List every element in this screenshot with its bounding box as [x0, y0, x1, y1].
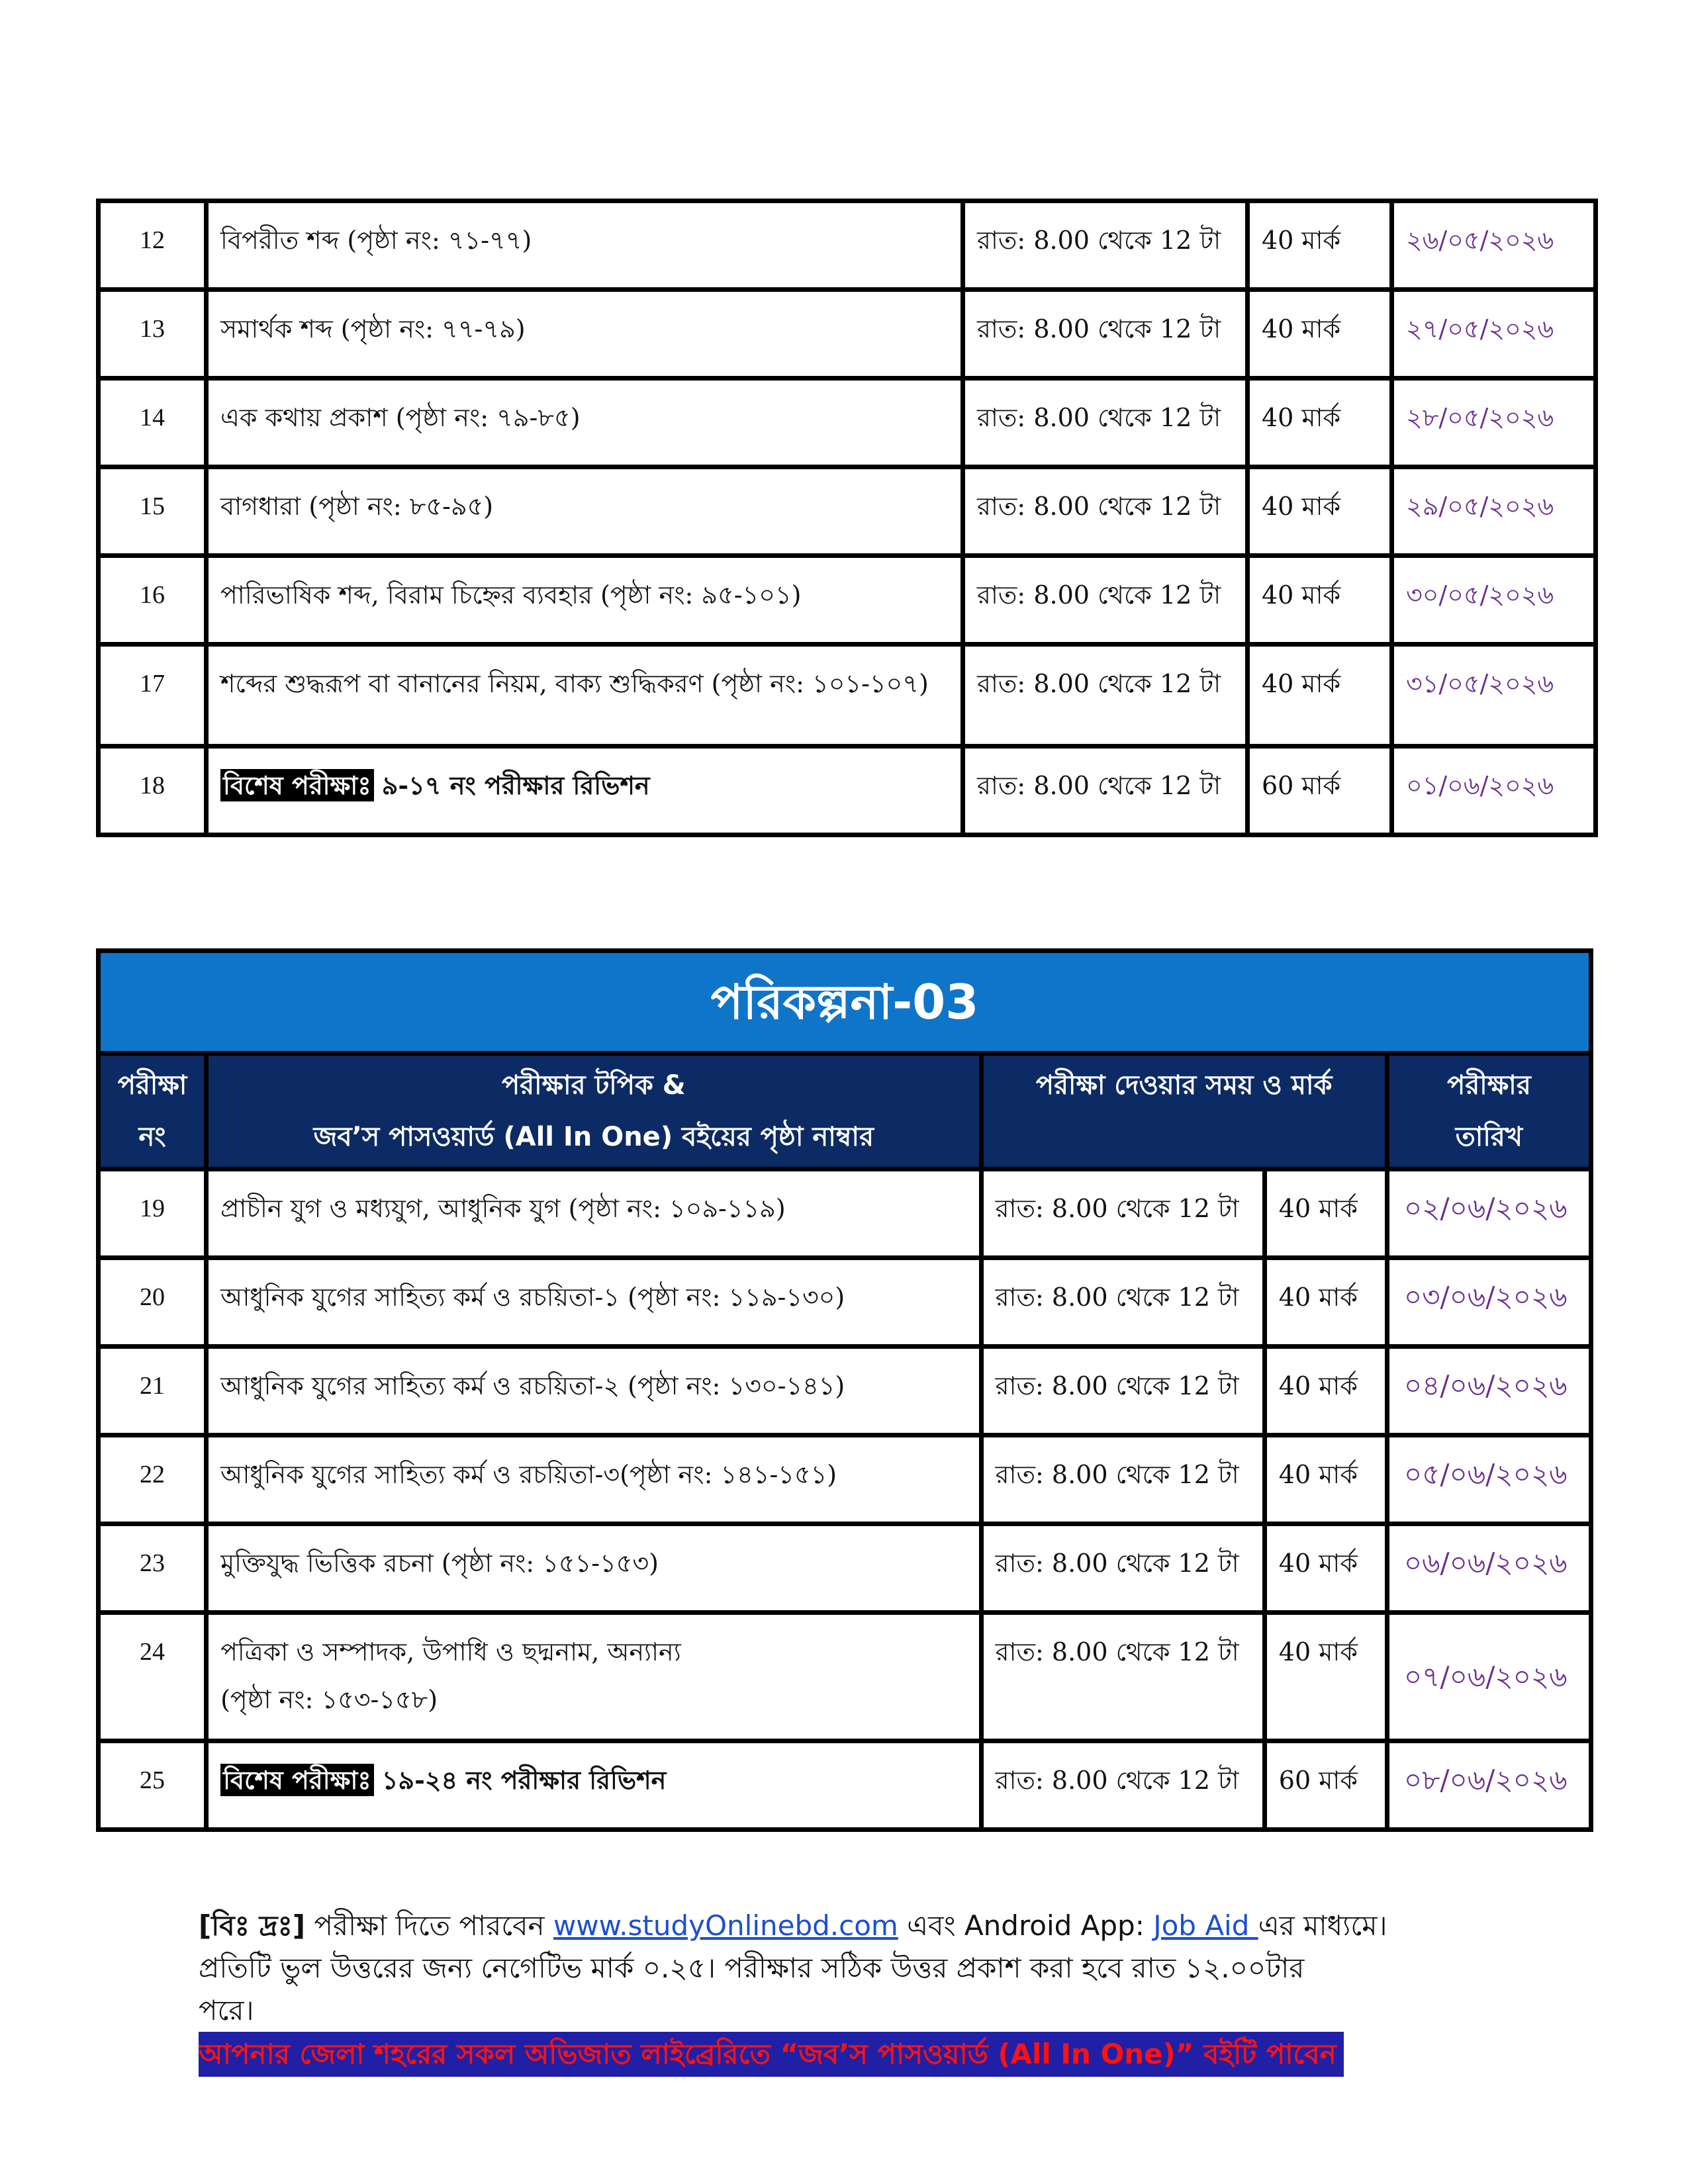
- table-row: [99, 1435, 1591, 1524]
- exam-number: 23: [99, 1524, 207, 1613]
- table-row-special: [99, 1741, 1591, 1830]
- header-text: পরীক্ষার: [1447, 1070, 1531, 1101]
- exam-mark: 40 মার্ক: [1264, 1613, 1387, 1741]
- exam-number: 13: [99, 290, 207, 379]
- exam-mark: 40 মার্ক: [1264, 1435, 1387, 1524]
- table-row: [99, 1613, 1591, 1741]
- exam-time: রাত: 8.00 থেকে 12 টা: [981, 1741, 1264, 1830]
- exam-time: রাত: 8.00 থেকে 12 টা: [963, 290, 1248, 379]
- exam-topic: [207, 747, 963, 835]
- exam-topic: শব্দের শুদ্ধরূপ বা বানানের নিয়ম, বাক্য শুদ্ধিকরণ (পৃষ্ঠা নং: ১০১-১০৭): [207, 645, 963, 747]
- exam-number: 21: [99, 1347, 207, 1435]
- exam-date: ০৩/০৬/২০২৬: [1387, 1258, 1591, 1347]
- exam-time: রাত: 8.00 থেকে 12 টা: [963, 467, 1248, 556]
- exam-date: ০৮/০৬/২০২৬: [1387, 1741, 1591, 1830]
- exam-time: রাত: 8.00 থেকে 12 টা: [963, 556, 1248, 645]
- table-row: [99, 201, 1596, 290]
- header-topic: [207, 1054, 982, 1169]
- table-row: [99, 1524, 1591, 1613]
- exam-mark: 40 মার্ক: [1248, 201, 1392, 290]
- exam-topic: আধুনিক যুগের সাহিত্য কর্ম ও রচয়িতা-২ (পৃষ্ঠা নং: ১৩০-১৪১): [207, 1347, 982, 1435]
- exam-topic: [207, 1741, 982, 1830]
- exam-date: ৩১/০৫/২০২৬: [1392, 645, 1596, 747]
- exam-date: ৩০/০৫/২০২৬: [1392, 556, 1596, 645]
- header-text: তারিখ: [1455, 1122, 1523, 1152]
- exam-mark: 40 মার্ক: [1248, 467, 1392, 556]
- exam-number: 18: [99, 747, 207, 835]
- exam-mark: 40 মার্ক: [1248, 556, 1392, 645]
- exam-time: রাত: 8.00 থেকে 12 টা: [981, 1613, 1264, 1741]
- special-exam-text: ৯-১৭ নং পরীক্ষার রিভিশন: [381, 770, 650, 800]
- special-exam-badge: বিশেষ পরীক্ষাঃ: [220, 769, 374, 801]
- exam-time: রাত: 8.00 থেকে 12 টা: [963, 747, 1248, 835]
- exam-topic: পারিভাষিক শব্দ, বিরাম চিহ্নের ব্যবহার (পৃষ্ঠা নং: ৯৫-১০১): [207, 556, 963, 645]
- exam-topic: মুক্তিযুদ্ধ ভিত্তিক রচনা (পৃষ্ঠা নং: ১৫১-১৫৩): [207, 1524, 982, 1613]
- exam-topic: [207, 1613, 982, 1741]
- footnote-line-3: পরে।: [199, 1994, 254, 2026]
- exam-number: 12: [99, 201, 207, 290]
- exam-time: রাত: 8.00 থেকে 12 টা: [981, 1435, 1264, 1524]
- exam-topic: এক কথায় প্রকাশ (পৃষ্ঠা নং: ৭৯-৮৫): [207, 379, 963, 467]
- note-label: [বিঃ দ্রঃ]: [199, 1909, 306, 1942]
- exam-date: ০৭/০৬/২০২৬: [1387, 1613, 1591, 1741]
- exam-time: রাত: 8.00 থেকে 12 টা: [981, 1347, 1264, 1435]
- footnote-line-1: [199, 1905, 1509, 1947]
- exam-topic-line: (পৃষ্ঠা নং: ১৫৩-১৫৮): [220, 1685, 438, 1714]
- header-text: জব’স পাসওয়ার্ড (All In One) বইয়ের পৃষ্ঠা নাম্বার: [313, 1122, 874, 1152]
- header-text: পরীক্ষা: [117, 1070, 187, 1101]
- footnote-line-2: প্রতিটি ভুল উত্তরের জন্য নেগেটিভ মার্ক ০.২৫। পরীক্ষার সঠিক উত্তর প্রকাশ করা হবে রাত ১২.০০টার: [199, 1952, 1305, 1984]
- exam-time: রাত: 8.00 থেকে 12 টা: [963, 379, 1248, 467]
- exam-topic: আধুনিক যুগের সাহিত্য কর্ম ও রচয়িতা-১ (পৃষ্ঠা নং: ১১৯-১৩০): [207, 1258, 982, 1347]
- exam-date: ০৪/০৬/২০২৬: [1387, 1347, 1591, 1435]
- note-text: পরীক্ষা দিতে পারবেন: [305, 1909, 553, 1942]
- exam-mark: 40 মার্ক: [1248, 645, 1392, 747]
- exam-mark: 40 মার্ক: [1248, 379, 1392, 467]
- header-time-mark: পরীক্ষা দেওয়ার সময় ও মার্ক: [981, 1054, 1387, 1169]
- exam-topic: প্রাচীন যুগ ও মধ্যযুগ, আধুনিক যুগ (পৃষ্ঠা নং: ১০৯-১১৯): [207, 1169, 982, 1258]
- exam-date: ০২/০৬/২০২৬: [1387, 1169, 1591, 1258]
- exam-number: 17: [99, 645, 207, 747]
- exam-time: রাত: 8.00 থেকে 12 টা: [981, 1258, 1264, 1347]
- exam-mark: 40 মার্ক: [1248, 290, 1392, 379]
- schedule-table-plan2: [96, 199, 1598, 837]
- exam-date: ২৭/০৫/২০২৬: [1392, 290, 1596, 379]
- exam-mark: 40 মার্ক: [1264, 1169, 1387, 1258]
- exam-number: 24: [99, 1613, 207, 1741]
- special-exam-text: ১৯-২৪ নং পরীক্ষার রিভিশন: [381, 1765, 667, 1795]
- special-exam-badge: বিশেষ পরীক্ষাঃ: [220, 1764, 374, 1796]
- exam-topic: আধুনিক যুগের সাহিত্য কর্ম ও রচয়িতা-৩(পৃষ্ঠা নং: ১৪১-১৫১): [207, 1435, 982, 1524]
- header-text: পরীক্ষার টপিক &: [501, 1070, 686, 1101]
- table-row: [99, 467, 1596, 556]
- exam-number: 25: [99, 1741, 207, 1830]
- header-exam-number: [99, 1054, 207, 1169]
- app-link[interactable]: Job Aid: [1153, 1909, 1258, 1942]
- exam-mark: 40 মার্ক: [1264, 1347, 1387, 1435]
- exam-time: রাত: 8.00 থেকে 12 টা: [981, 1524, 1264, 1613]
- table-row: [99, 645, 1596, 747]
- exam-mark: 60 মার্ক: [1248, 747, 1392, 835]
- exam-number: 20: [99, 1258, 207, 1347]
- exam-number: 22: [99, 1435, 207, 1524]
- footnote: [199, 1905, 1509, 2032]
- exam-date: ০৫/০৬/২০২৬: [1387, 1435, 1591, 1524]
- table-row: [99, 556, 1596, 645]
- exam-topic: সমার্থক শব্দ (পৃষ্ঠা নং: ৭৭-৭৯): [207, 290, 963, 379]
- exam-date: ২৮/০৫/২০২৬: [1392, 379, 1596, 467]
- exam-topic: বিপরীত শব্দ (পৃষ্ঠা নং: ৭১-৭৭): [207, 201, 963, 290]
- exam-number: 15: [99, 467, 207, 556]
- exam-time: রাত: 8.00 থেকে 12 টা: [981, 1169, 1264, 1258]
- note-text: এর মাধ্যমে।: [1258, 1909, 1387, 1942]
- exam-date: ০৬/০৬/২০২৬: [1387, 1524, 1591, 1613]
- schedule-table-plan3: [96, 948, 1593, 1832]
- exam-mark: 40 মার্ক: [1264, 1258, 1387, 1347]
- table-row: [99, 1347, 1591, 1435]
- table-row-special: [99, 747, 1596, 835]
- exam-number: 16: [99, 556, 207, 645]
- exam-mark: 40 মার্ক: [1264, 1524, 1387, 1613]
- header-date: [1387, 1054, 1591, 1169]
- exam-number: 19: [99, 1169, 207, 1258]
- exam-time: রাত: 8.00 থেকে 12 টা: [963, 201, 1248, 290]
- website-link[interactable]: www.studyOnlinebd.com: [553, 1909, 898, 1942]
- exam-date: ০১/০৬/২০২৬: [1392, 747, 1596, 835]
- table-row: [99, 1258, 1591, 1347]
- table-row: [99, 290, 1596, 379]
- exam-topic-line: পত্রিকা ও সম্পাদক, উপাধি ও ছদ্মনাম, অন্যান্য: [220, 1637, 681, 1666]
- exam-date: ২৬/০৫/২০২৬: [1392, 201, 1596, 290]
- exam-mark: 60 মার্ক: [1264, 1741, 1387, 1830]
- exam-date: ২৯/০৫/২০২৬: [1392, 467, 1596, 556]
- exam-number: 14: [99, 379, 207, 467]
- header-text: নং: [138, 1122, 166, 1152]
- exam-topic: বাগধারা (পৃষ্ঠা নং: ৮৫-৯৫): [207, 467, 963, 556]
- table-row: [99, 1169, 1591, 1258]
- plan-title: পরিকল্পনা-03: [99, 951, 1591, 1054]
- note-text: এবং Android App:: [898, 1909, 1154, 1942]
- exam-time: রাত: 8.00 থেকে 12 টা: [963, 645, 1248, 747]
- promo-banner: আপনার জেলা শহরের সকল অভিজাত লাইব্রেরিতে “জব’স পাসওয়ার্ড (All In One)” বইটি পাবেন: [199, 2032, 1344, 2077]
- table-row: [99, 379, 1596, 467]
